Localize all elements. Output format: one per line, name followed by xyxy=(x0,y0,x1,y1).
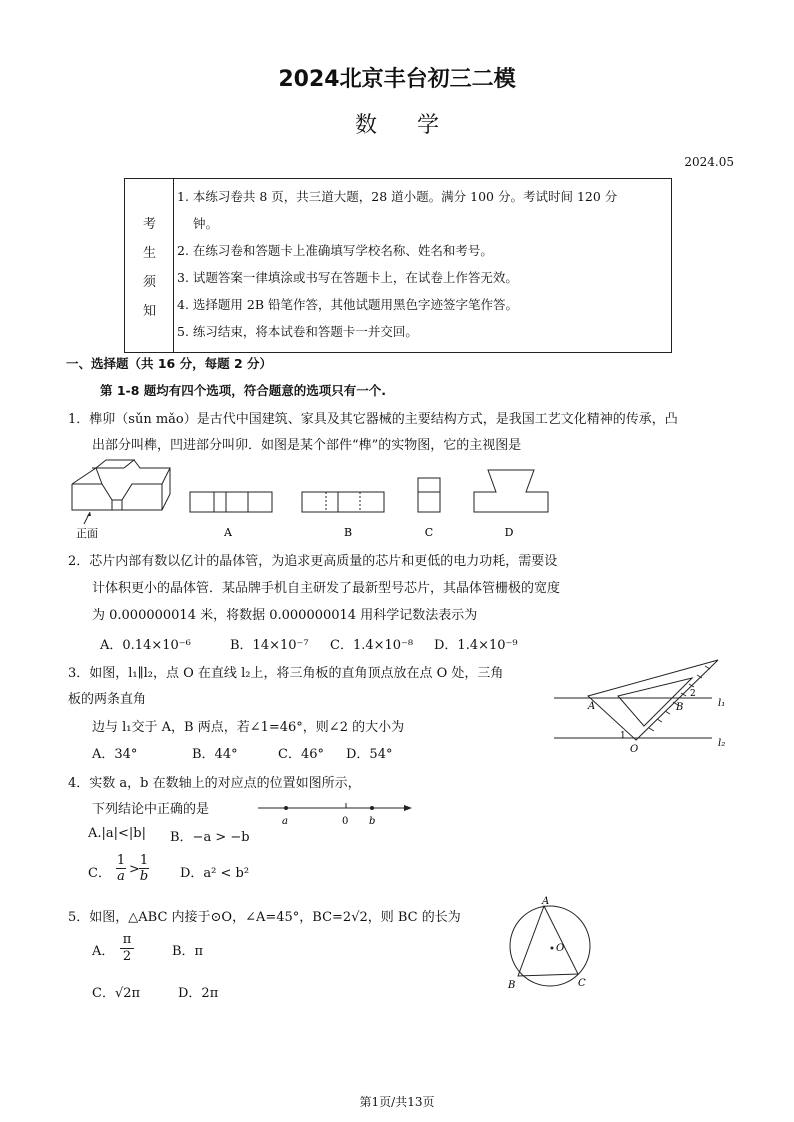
q3-option-c[interactable]: C．46° xyxy=(278,747,324,762)
q3-option-a[interactable]: A．34° xyxy=(92,747,138,762)
q5-option-b[interactable]: B．π xyxy=(172,944,204,959)
page-title: 2024北京丰台初三二模 xyxy=(278,67,516,92)
option-c-label: C xyxy=(424,526,434,539)
label-b: B xyxy=(508,980,516,991)
q1-text: 1．榫卯（sǔn mǎo）是古代中国建筑、家具及其它器械的主要结构方式，是我国工艺文化精神的传承，凸 xyxy=(68,412,678,427)
q4-text: 4．实数 a，b 在数轴上的对应点的位置如图所示， xyxy=(68,776,361,791)
notice-label-char: 知 xyxy=(143,304,157,319)
center-point xyxy=(551,947,554,950)
arrow-head-icon xyxy=(87,512,91,516)
label-a: A xyxy=(588,701,596,712)
section-instruction: 第 1-8 题均有四个选项，符合题意的选项只有一个. xyxy=(100,383,387,398)
notice-item: 1. 本练习卷共 8 页，共三道大题，28 道小题。满分 100 分。考试时间 120 分 xyxy=(177,189,618,204)
notice-item: 2. 在练习卷和答题卡上准确填写学校名称、姓名和考号。 xyxy=(177,243,493,258)
q3-text: 边与 l₁交于 A，B 两点，若∠1=46°，则∠2 的大小为 xyxy=(92,720,405,735)
label-a: A xyxy=(542,896,550,907)
q2-text: 计体积更小的晶体管．某品牌手机自主研发了最新型号芯片，其晶体管栅极的宽度 xyxy=(92,581,561,596)
q5-text: 5．如图，△ABC 内接于⊙O，∠A=45°，BC=2√2，则 BC 的长为 xyxy=(68,910,461,925)
notice-item: 5. 练习结束，将本试卷和答题卡一并交回。 xyxy=(177,324,418,339)
q5-option-d[interactable]: D．2π xyxy=(178,986,219,1001)
triangle-ruler xyxy=(588,660,718,740)
label-c: C xyxy=(578,978,586,989)
front-label: 正面 xyxy=(76,527,98,540)
q4-option-c-fraction2 xyxy=(139,853,149,884)
notice-item: 钟。 xyxy=(193,216,219,231)
axis-label-zero: 0 xyxy=(342,816,349,827)
page-footer: 第1页/共13页 xyxy=(359,1095,435,1109)
q3-option-b[interactable]: B．44° xyxy=(192,747,238,762)
axis-label-b: b xyxy=(369,816,376,827)
angle-2-label: 2 xyxy=(690,689,696,699)
q4-option-c-fraction1[interactable] xyxy=(116,853,126,884)
q2-option-d[interactable]: D．1.4×10⁻⁹ xyxy=(434,638,518,653)
fraction-numerator: 1 xyxy=(139,853,149,868)
triangle-abc xyxy=(518,906,578,976)
angle-1-label: 1 xyxy=(620,731,626,741)
q5-option-a-fraction[interactable] xyxy=(120,932,134,965)
q4-option-d[interactable]: D．a² < b² xyxy=(180,866,250,881)
notice-item: 4. 选择题用 2B 铅笔作答，其他试题用黑色字迹签字笔作答。 xyxy=(177,297,518,312)
q3-option-d[interactable]: D．54° xyxy=(346,747,393,762)
q1-text: 出部分叫榫，凹进部分叫卯．如图是某个部件“榫”的实物图，它的主视图是 xyxy=(92,438,522,453)
option-d-figure xyxy=(474,470,548,512)
fraction-numerator: 1 xyxy=(116,853,126,868)
q4-option-c-gt: > xyxy=(129,862,140,877)
axis-label-a: a xyxy=(282,816,288,827)
q2-option-c[interactable]: C．1.4×10⁻⁸ xyxy=(330,638,414,653)
q2-option-a[interactable]: A．0.14×10⁻⁶ xyxy=(100,638,191,653)
q5-option-c[interactable]: C．√2π xyxy=(92,986,141,1001)
option-a-label: A xyxy=(224,526,232,539)
fraction-denominator: a xyxy=(117,869,125,884)
q2-text: 2．芯片内部有数以亿计的晶体管，为追求更高质量的芯片和更低的电力功耗，需要设 xyxy=(68,554,558,569)
option-d-label: D xyxy=(504,526,514,539)
arrow-right-icon xyxy=(404,805,412,811)
q3-text: 板的两条直角 xyxy=(68,692,147,707)
fraction-numerator: π xyxy=(122,932,132,947)
q5-figure xyxy=(498,896,618,996)
label-l1: l₁ xyxy=(718,698,726,709)
section-heading: 一、选择题（共 16 分，每题 2 分） xyxy=(66,356,273,371)
label-b: B xyxy=(676,702,684,713)
exam-date: 2024.05 xyxy=(684,155,734,169)
label-o: O xyxy=(556,943,565,954)
option-a-figure xyxy=(190,492,272,512)
notice-items xyxy=(177,183,667,345)
q2-text: 为 0.000000014 米，将数据 0.000000014 用科学记数法表示为 xyxy=(92,608,478,623)
q3-figure xyxy=(548,656,738,756)
number-line-figure xyxy=(252,798,418,830)
q5-option-a-prefix: A． xyxy=(92,944,115,959)
subject-title: 数学 xyxy=(354,113,479,138)
notice-label-char: 须 xyxy=(143,275,157,290)
point-a xyxy=(284,806,288,810)
fraction-denominator: b xyxy=(139,869,149,884)
q4-option-c-prefix: C． xyxy=(88,866,111,881)
notice-box xyxy=(124,178,672,353)
q2-option-b[interactable]: B．14×10⁻⁷ xyxy=(230,638,309,653)
label-o: O xyxy=(630,744,639,755)
notice-label xyxy=(125,179,174,352)
fraction-denominator: 2 xyxy=(120,948,134,965)
option-c-figure xyxy=(418,478,440,512)
q4-text: 下列结论中正确的是 xyxy=(92,802,210,817)
q1-figures xyxy=(66,458,566,540)
option-b-figure xyxy=(302,492,384,512)
notice-label-char: 考 xyxy=(143,217,157,232)
notice-item: 3. 试题答案一律填涂或书写在答题卡上，在试卷上作答无效。 xyxy=(177,270,518,285)
option-b-label: B xyxy=(343,526,353,539)
tenon-3d-figure xyxy=(72,460,170,510)
q4-option-a[interactable]: A.|a|<|b| xyxy=(88,826,147,841)
q4-option-b[interactable]: B．−a > −b xyxy=(170,830,250,845)
notice-label-char: 生 xyxy=(143,246,157,261)
point-b xyxy=(370,806,374,810)
label-l2: l₂ xyxy=(718,738,726,749)
q3-text: 3．如图，l₁∥l₂，点 O 在直线 l₂上，将三角板的直角顶点放在点 O 处，三角 xyxy=(68,666,504,681)
